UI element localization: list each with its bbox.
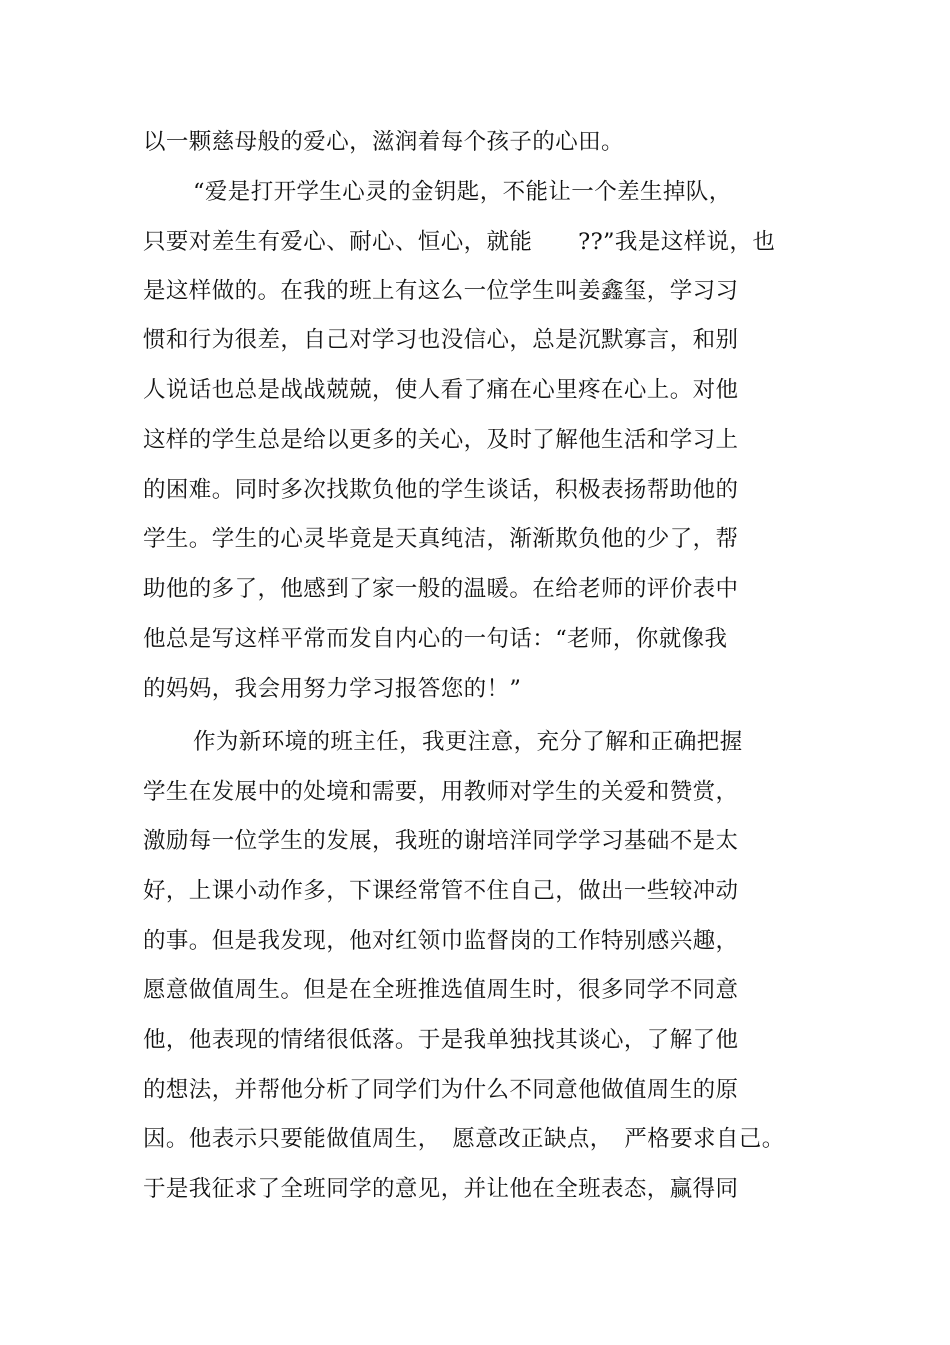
text-line: 的想法，并帮他分析了同学们为什么不同意他做值周生的原: [143, 1077, 739, 1103]
text-line: “爱是打开学生心灵的金钥匙，不能让一个差生掉队，: [193, 179, 732, 205]
text-line: 这样的学生总是给以更多的关心，及时了解他生活和学习上: [143, 427, 739, 453]
text-line: 助他的多了，他感到了家一般的温暖。在给老师的评价表中: [143, 576, 739, 602]
text-line: 他总是写这样平常而发自内心的一句话：“老师，你就像我: [143, 626, 728, 652]
text-line: 人说话也总是战战兢兢，使人看了痛在心里疼在心上。对他: [143, 377, 739, 403]
text-line: 学生。学生的心灵毕竟是天真纯洁，渐渐欺负他的少了，帮: [143, 526, 739, 552]
text-line: 惯和行为很差，自己对学习也没信心，总是沉默寡言，和别: [143, 327, 739, 353]
text-line: 是这样做的。在我的班上有这么一位学生叫姜鑫玺，学习习: [143, 278, 739, 304]
text-line: 的妈妈，我会用努力学习报答您的！”: [143, 676, 522, 702]
text-line: 的困难。同时多次找欺负他的学生谈话，积极表扬帮助他的: [143, 477, 739, 503]
text-line: 学生在发展中的处境和需要，用教师对学生的关爱和赞赏，: [143, 779, 739, 805]
text-line: 因。他表示只要能做值周生， 愿意改正缺点， 严格要求自己。: [143, 1126, 785, 1152]
text-line: 的事。但是我发现，他对红领巾监督岗的工作特别感兴趣，: [143, 928, 739, 954]
text-line: 激励每一位学生的发展，我班的谢培洋同学学习基础不是太: [143, 828, 739, 854]
text-line: 他，他表现的情绪很低落。于是我单独找其谈心，了解了他: [143, 1027, 739, 1053]
text-line: 作为新环境的班主任，我更注意，充分了解和正确把握: [193, 729, 743, 755]
text-line: 好，上课小动作多，下课经常管不住自己，做出一些较冲动: [143, 878, 739, 904]
text-line: 以一颗慈母般的爱心，滋润着每个孩子的心田。: [143, 129, 624, 155]
text-line: 于是我征求了全班同学的意见，并让他在全班表态，赢得同: [143, 1176, 739, 1202]
text-line: 愿意做值周生。但是在全班推选值周生时，很多同学不同意: [143, 977, 739, 1003]
text-line: 只要对差生有爱心、耐心、恒心，就能 ??”我是这样说，也: [143, 229, 776, 255]
